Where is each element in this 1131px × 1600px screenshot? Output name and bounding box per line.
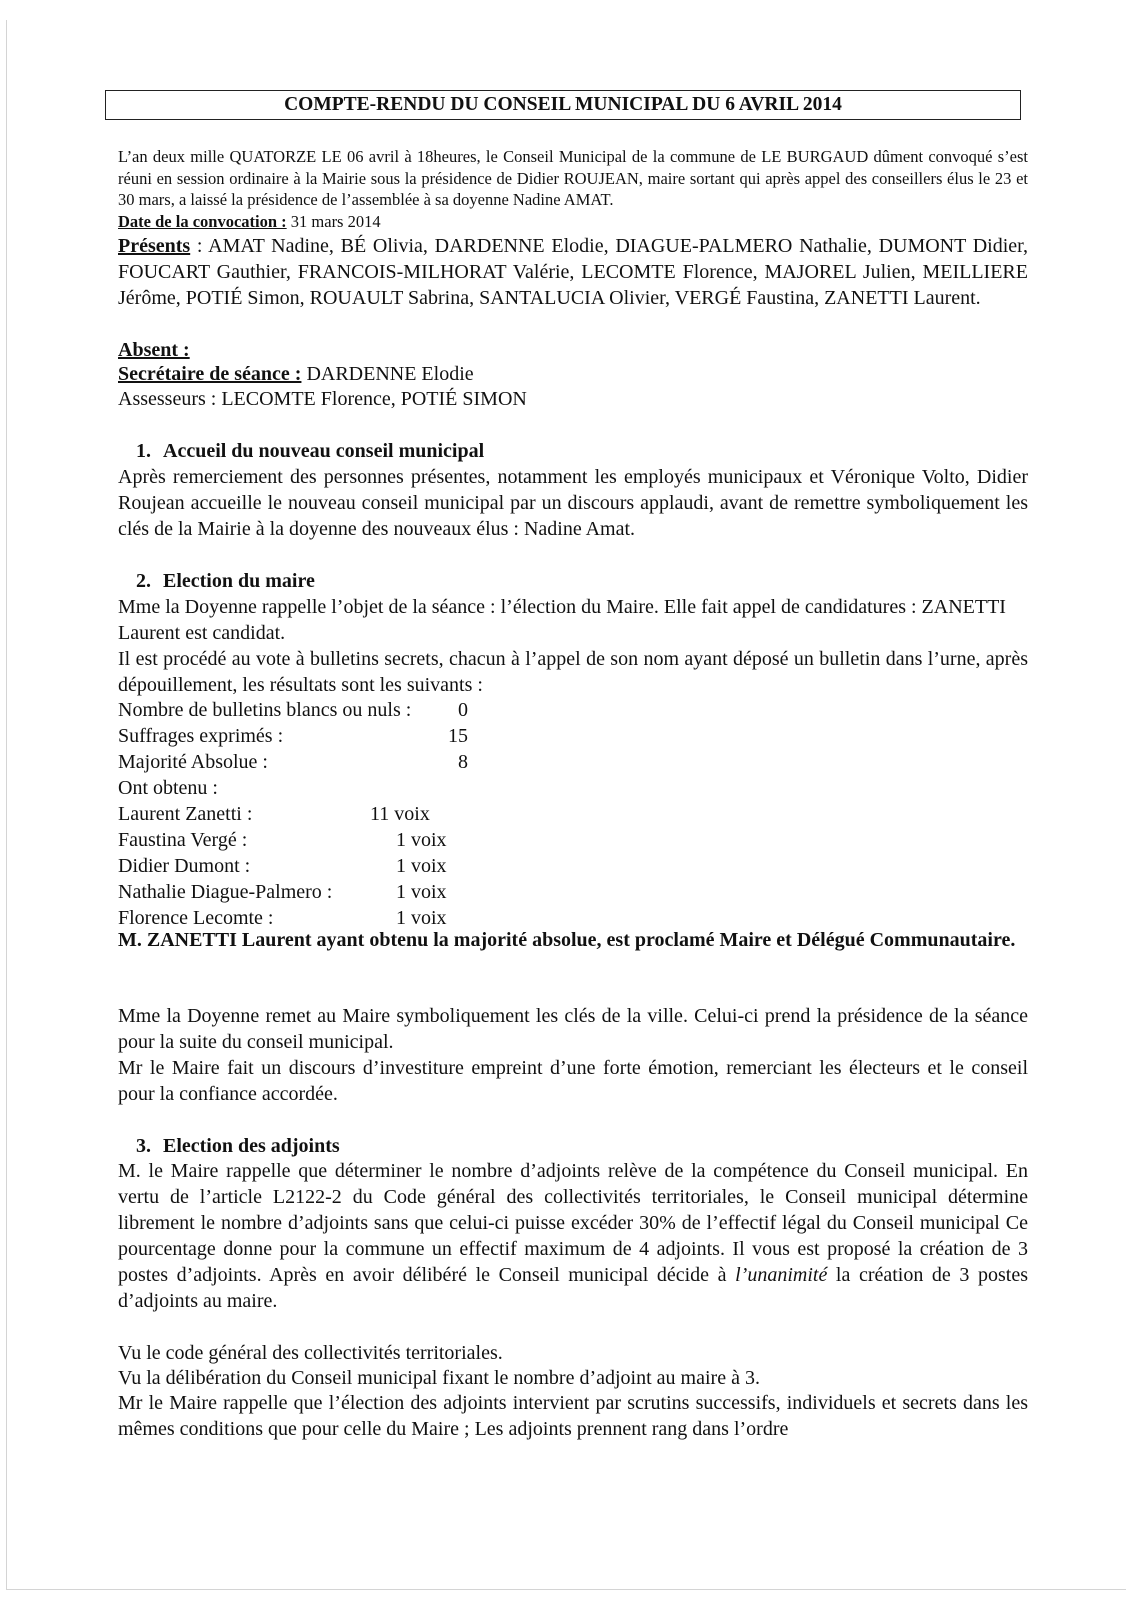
- presents-list: : AMAT Nadine, BÉ Olivia, DARDENNE Elodie, DIAGUE-PALMERO Nathalie, DUMONT Didier, FOUCART Gauthier, FRANCOIS-MILHORAT Valérie, LECOMTE Florence, MAJOREL Julien, MEILLIERE Jérôme, POTIÉ Simon, ROUAULT Sabrina, SANTALUCIA Olivier, VERGÉ Faustina, ZANETTI Laurent.: [118, 235, 1028, 309]
- section-1-number: 1.: [136, 440, 151, 462]
- section-3-p1: [118, 1158, 1028, 1314]
- section-1-heading: [118, 438, 1046, 464]
- section-3-vu-2: Vu la délibération du Conseil municipal fixant le nombre d’adjoint au maire à 3.: [118, 1367, 760, 1389]
- vote-row: [118, 853, 1028, 879]
- candidate-name: Faustina Vergé :: [118, 829, 248, 851]
- candidate-votes: 1 voix: [396, 855, 447, 877]
- candidate-votes: 1 voix: [396, 881, 447, 903]
- section-3-heading: [118, 1133, 1046, 1159]
- absent-label: Absent :: [118, 339, 190, 361]
- stat-value: 0: [458, 699, 468, 721]
- section-3-number: 3.: [136, 1135, 151, 1157]
- page-edge-bottom: [6, 1589, 1126, 1590]
- absent-line: [118, 337, 1028, 363]
- section-3-p1-text: M. le Maire rappelle que déterminer le nombre d’adjoints relève de la compétence du Conseil municipal. En vertu de l’article L2122-2 du Code général des collectivités territoriales, le Conseil municipal détermine librement le nombre d’adjoints sans que celui-ci puisse excéder 30% de l’effectif légal du Conseil municipal Ce pourcentage donne pour la commune un effectif maximum de 4 adjoints. Il vous est proposé la création de 3 postes d’adjoints. Après en avoir délibéré le Conseil municipal décide à: [118, 1160, 1028, 1286]
- intro-text: L’an deux mille QUATORZE LE 06 avril à 18heures, le Conseil Municipal de la commune de LE BURGAUD dûment convoqué s’est réuni en session ordinaire à la Mairie sous la présidence de Didier ROUJEAN, maire sortant qui après appel des conseillers élus le 23 et 30 mars, a laissé la présidence de l’assemblée à sa doyenne Nadine AMAT.: [118, 147, 1028, 209]
- vote-row: [118, 827, 1028, 853]
- stat-label: Nombre de bulletins blancs ou nuls :: [118, 699, 412, 721]
- secretaire-label: Secrétaire de séance :: [118, 363, 302, 385]
- stat-row-blancs: [118, 697, 1028, 723]
- section-3-p1-emphasis: l’unanimité: [735, 1264, 828, 1286]
- section-2-p3: Mme la Doyenne remet au Maire symboliquement les clés de la ville. Celui-ci prend la présidence de la séance pour la suite du conseil municipal.: [118, 1005, 1028, 1053]
- section-2-p4: Mr le Maire fait un discours d’investiture empreint d’une forte émotion, remerciant les électeurs et le conseil pour la confiance accordée.: [118, 1057, 1028, 1105]
- candidate-name: Nathalie Diague-Palmero :: [118, 881, 333, 903]
- candidate-votes: 1 voix: [396, 829, 447, 851]
- intro-paragraph: [118, 146, 1028, 211]
- convocation-line: [118, 211, 1028, 233]
- stat-value: 8: [458, 751, 468, 773]
- section-3-vu-1: Vu le code général des collectivités territoriales.: [118, 1342, 503, 1364]
- vote-row: [118, 879, 1028, 905]
- vote-row: [118, 801, 1028, 827]
- secretaire-name: DARDENNE Elodie: [301, 363, 474, 385]
- presents-label: Présents: [118, 235, 191, 257]
- candidate-name: Florence Lecomte :: [118, 907, 274, 929]
- document-title: COMPTE-RENDU DU CONSEIL MUNICIPAL DU 6 AVRIL 2014: [105, 90, 1021, 120]
- section-2-title: Election du maire: [163, 570, 315, 592]
- section-2-p2: Il est procédé au vote à bulletins secrets, chacun à l’appel de son nom ayant déposé un bulletin dans l’urne, après dépouillement, les résultats sont les suivants :: [118, 648, 1028, 696]
- stat-label: Majorité Absolue :: [118, 751, 268, 773]
- assesseurs-line: Assesseurs : LECOMTE Florence, POTIÉ SIMON: [118, 388, 527, 410]
- obtained-label: Ont obtenu :: [118, 777, 218, 799]
- stat-row-suffrages: [118, 723, 1028, 749]
- section-3-p1-end: la création de 3 postes d’adjoints au maire.: [118, 1264, 1028, 1312]
- vote-stats: [118, 697, 1028, 931]
- stat-label: Suffrages exprimés :: [118, 725, 284, 747]
- candidate-votes: 1 voix: [396, 907, 447, 929]
- convocation-label: Date de la convocation :: [118, 212, 287, 231]
- section-1-title: Accueil du nouveau conseil municipal: [163, 440, 485, 462]
- candidate-name: Didier Dumont :: [118, 855, 251, 877]
- convocation-date: 31 mars 2014: [286, 212, 381, 231]
- stat-row-majorite: [118, 749, 1028, 775]
- section-3-p2: Mr le Maire rappelle que l’élection des adjoints intervient par scrutins successifs, individuels et secrets dans les mêmes conditions que pour celle du Maire ; Les adjoints prennent rang dans l’ordre: [118, 1392, 1028, 1440]
- section-2-number: 2.: [136, 570, 151, 592]
- page-edge-left: [6, 20, 7, 1590]
- section-1-body: Après remerciement des personnes présentes, notamment les employés municipaux et Véronique Volto, Didier Roujean accueille le nouveau conseil municipal par un discours applaudi, avant de remettre symboliquement les clés de la Mairie à la doyenne des nouveaux élus : Nadine Amat.: [118, 466, 1028, 540]
- section-3-title: Election des adjoints: [163, 1135, 340, 1157]
- proclamation: M. ZANETTI Laurent ayant obtenu la majorité absolue, est proclamé Maire et Délégué Communautaire.: [118, 929, 1016, 951]
- section-2-p1: Mme la Doyenne rappelle l’objet de la séance : l’élection du Maire. Elle fait appel de candidatures : ZANETTI Laurent est candidat.: [118, 596, 1006, 644]
- candidate-name: Laurent Zanetti :: [118, 803, 253, 825]
- secretaire-line: [118, 361, 1028, 387]
- stat-value: 15: [448, 725, 468, 747]
- section-2-heading: [118, 568, 1046, 594]
- candidate-votes: 11 voix: [370, 803, 430, 825]
- presents-paragraph: [118, 233, 1028, 311]
